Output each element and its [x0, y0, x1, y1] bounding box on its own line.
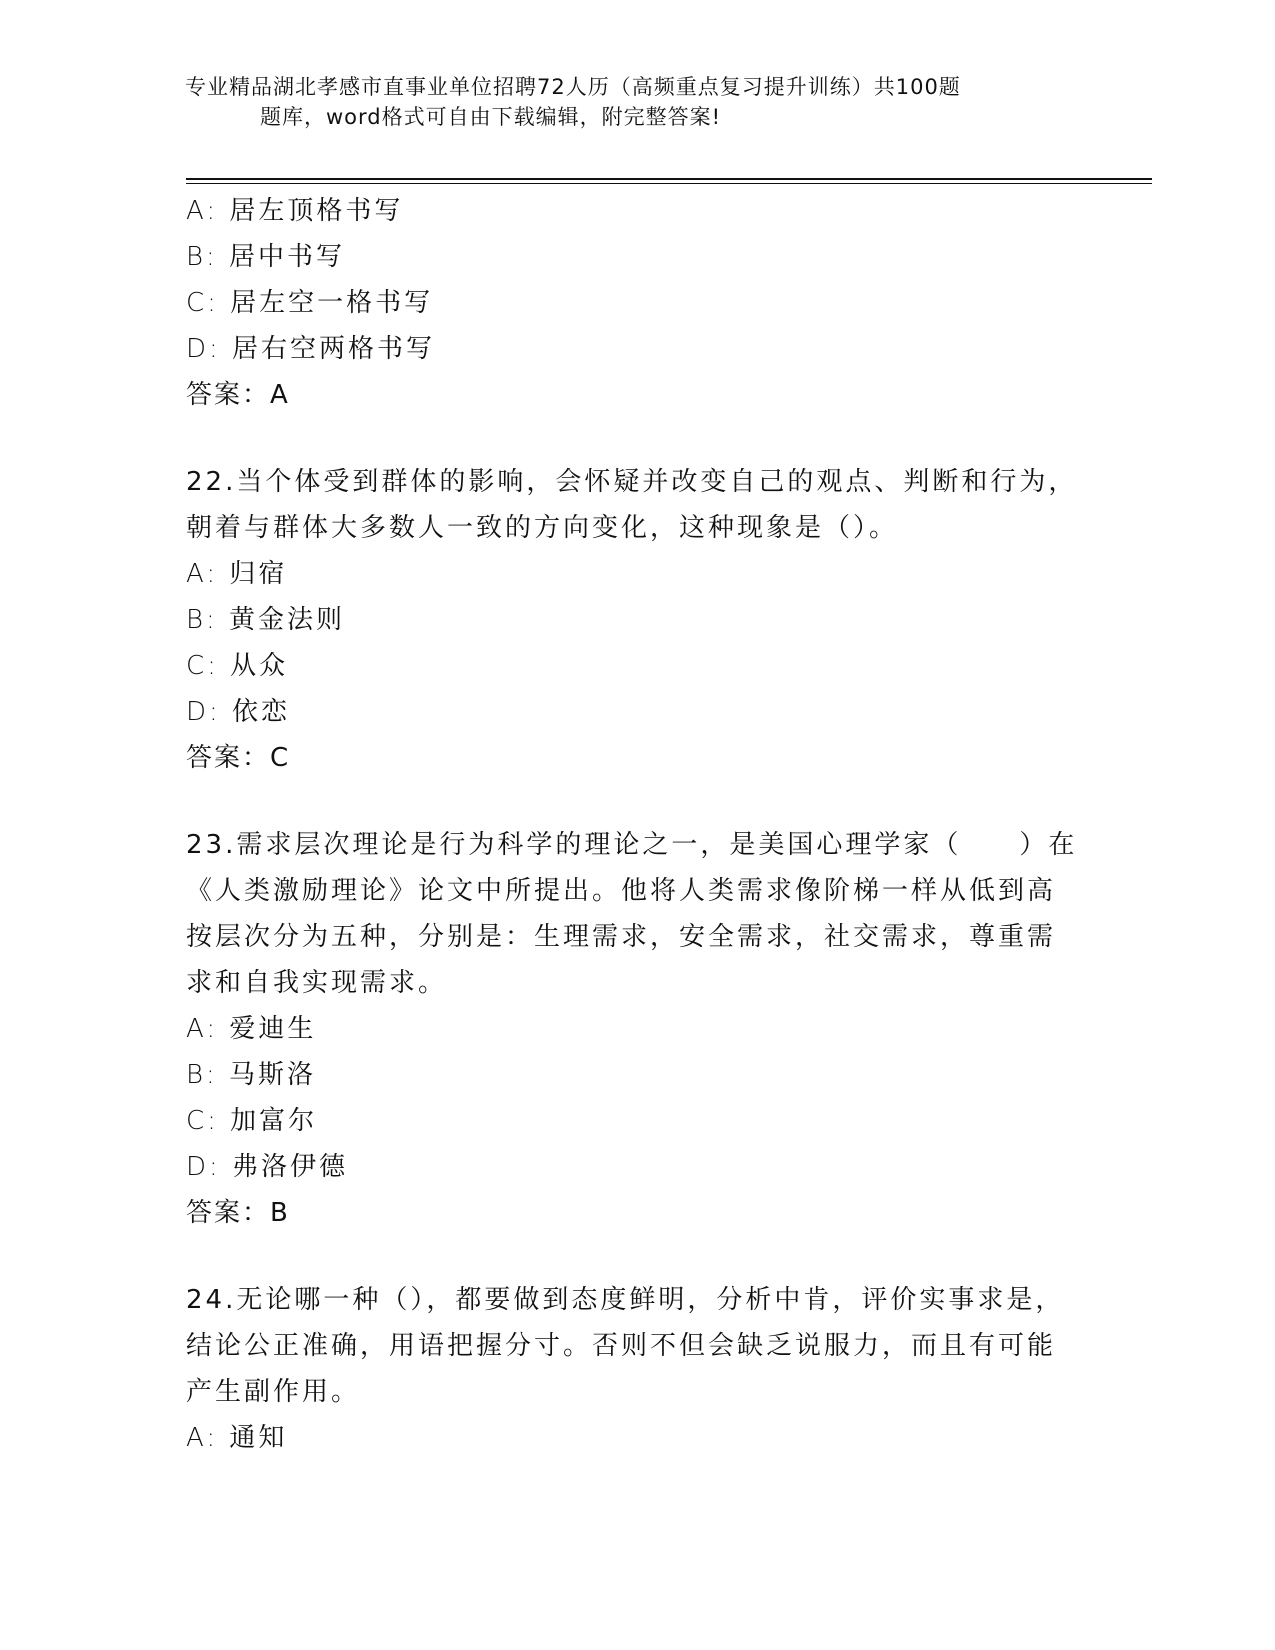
question-line: 24.无论哪一种（），都要做到态度鲜明，分析中肯，评价实事求是，	[186, 1285, 1065, 1315]
question-text	[186, 1277, 1086, 1415]
header-title-line2: 题库，word格式可自由下载编辑，附完整答案!	[260, 105, 722, 129]
option-d: D: 依恋	[186, 697, 291, 727]
option-d: D: 弗洛伊德	[186, 1152, 349, 1182]
option-c: C: 居左空一格书写	[186, 288, 434, 318]
question-line: 23.需求层次理论是行为科学的理论之一，是美国心理学家（ ）在	[186, 830, 1078, 860]
option-b: B: 黄金法则	[186, 605, 346, 635]
question-block-23	[186, 822, 1086, 1236]
answer-line: 答案：C	[186, 743, 291, 773]
question-block-24	[186, 1277, 1086, 1461]
question-line: 按层次分为五种，分别是：生理需求，安全需求，社交需求，尊重需	[186, 922, 1057, 952]
option-c: C: 从众	[186, 651, 289, 681]
option-a: A: 归宿	[186, 559, 288, 589]
question-line: 产生副作用。	[186, 1377, 361, 1407]
question-text	[186, 459, 1086, 551]
option-a: A: 通知	[186, 1423, 288, 1453]
question-text	[186, 822, 1086, 1006]
answer-line: 答案：B	[186, 1198, 290, 1228]
question-content	[186, 188, 1086, 1461]
question-line: 结论公正准确，用语把握分寸。否则不但会缺乏说服力，而且有可能	[186, 1331, 1057, 1361]
option-b: B: 居中书写	[186, 242, 346, 272]
header-title-line1: 专业精品湖北孝感市直事业单位招聘72人历（高频重点复习提升训练）共100题	[185, 75, 961, 99]
header-divider-thin	[186, 183, 1152, 184]
answer-line: 答案：A	[186, 380, 290, 410]
question-block-22	[186, 459, 1086, 781]
question-line: 《人类激励理论》论文中所提出。他将人类需求像阶梯一样从低到高	[186, 876, 1057, 906]
option-a: A: 居左顶格书写	[186, 196, 404, 226]
question-block-21	[186, 188, 1086, 418]
block-spacer	[186, 1236, 1086, 1277]
option-d: D: 居右空两格书写	[186, 334, 436, 364]
block-spacer	[186, 781, 1086, 822]
option-c: C: 加富尔	[186, 1106, 318, 1136]
question-line: 朝着与群体大多数人一致的方向变化，这种现象是（）。	[186, 513, 899, 543]
question-line: 求和自我实现需求。	[186, 968, 448, 998]
block-spacer	[186, 418, 1086, 459]
option-b: B: 马斯洛	[186, 1060, 317, 1090]
header-divider-thick	[186, 178, 1152, 180]
page-header	[185, 72, 1085, 132]
option-a: A: 爱迪生	[186, 1014, 317, 1044]
question-line: 22.当个体受到群体的影响，会怀疑并改变自己的观点、判断和行为，	[186, 467, 1078, 497]
